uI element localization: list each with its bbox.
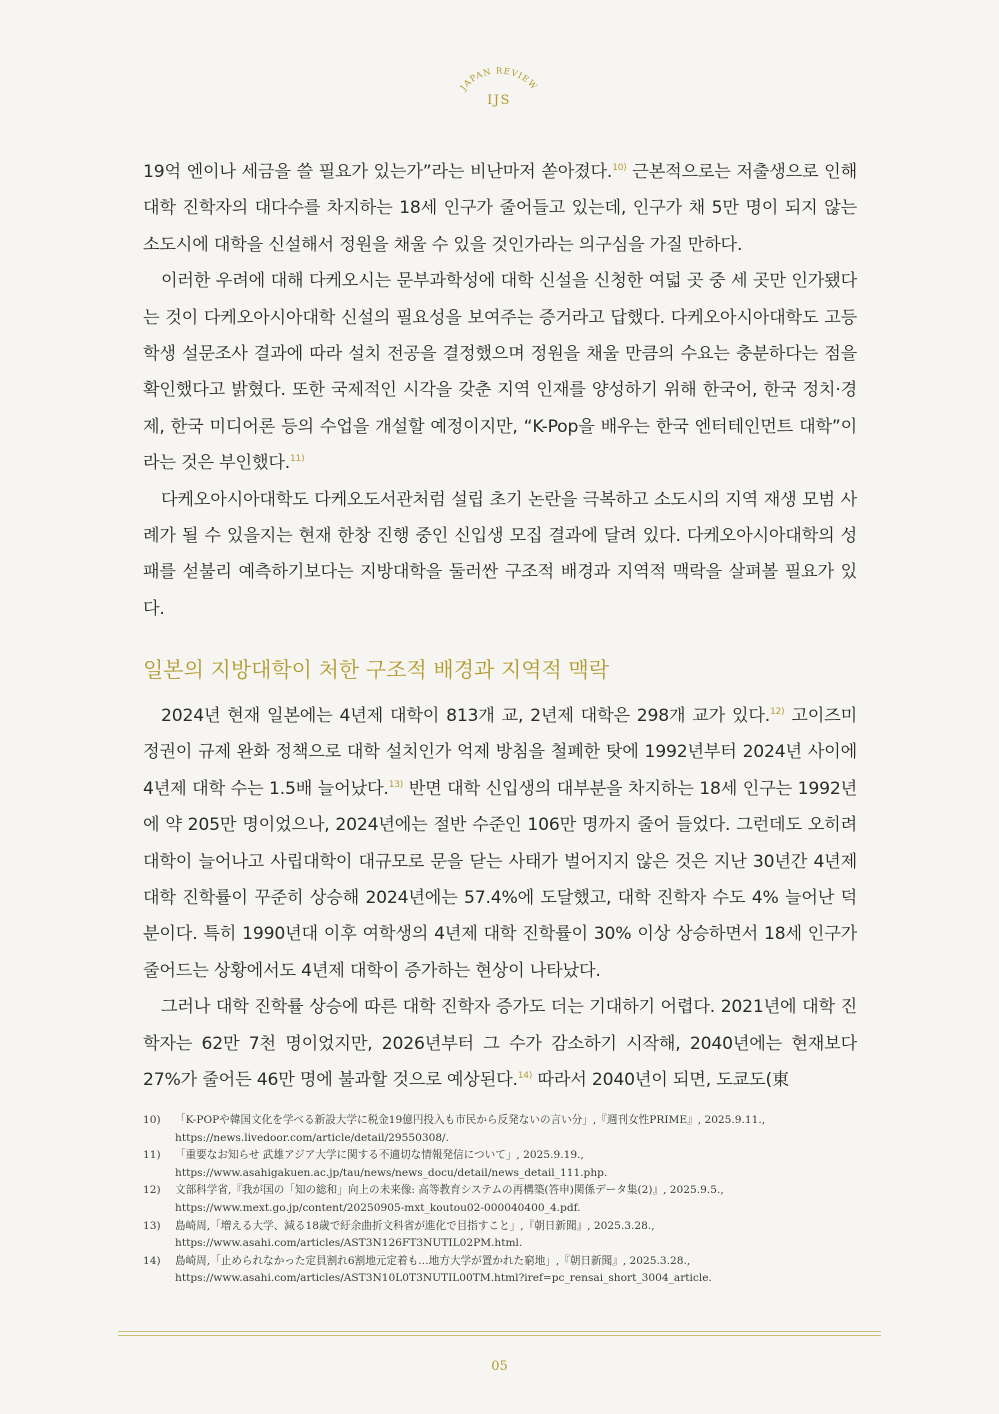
footer-divider: [118, 1335, 881, 1336]
footnote-url[interactable]: https://www.asahi.com/articles/AST3N126FT3NUTIL02PM.html.: [175, 1237, 523, 1250]
section-paragraph-1: [143, 698, 857, 989]
footnote-citation: 「K-POPや韓国文化を学べる新設大学に税金19億円投入も市民から反発ないの言い分」,『週刊女性PRIME』, 2025.9.11.,: [175, 1114, 766, 1126]
footnote-citation: 島崎周,「増える大学、減る18歳で紆余曲折文科省が進化で目指すこと」,『朝日新聞』, 2025.3.28.,: [175, 1219, 655, 1232]
footnote-url[interactable]: https://www.asahi.com/articles/AST3N10L0T3NUTIL00TM.html?iref=pc_rensai_short_3004_article.: [175, 1272, 712, 1285]
footnote-item: [143, 1218, 873, 1253]
footnote-body: [175, 1253, 873, 1288]
footnotes-list: [143, 1112, 873, 1288]
journal-logo: [449, 60, 549, 120]
footnote-body: [175, 1218, 873, 1253]
footnote-citation: 文部科学省,『我が国の「知の総和」向上の未来像: 高等教育システムの再構築(答申)関係データ集(2)』, 2025.9.5.,: [175, 1184, 724, 1197]
footnote-ref-11[interactable]: 11): [290, 454, 305, 465]
footnote-ref-10[interactable]: 10): [612, 163, 627, 173]
footnote-body: [175, 1147, 873, 1182]
footnote-body: [175, 1182, 873, 1217]
paragraph-text: 2024년 현재 일본에는 4년제 대학이 813개 교, 2년제 대학은 298개 교가 있다.: [161, 706, 771, 726]
footnote-ref-14[interactable]: 14): [517, 1071, 533, 1082]
section-paragraph-2: [143, 989, 857, 1098]
footnote-url[interactable]: https://www.asahigakuen.ac.jp/tau/news/news_docu/detail/news_detail_111.php.: [175, 1166, 608, 1179]
footnote-body: [175, 1112, 873, 1147]
body-text-top: [143, 154, 857, 627]
paragraph-text: 다케오아시아대학도 다케오도서관처럼 설립 초기 논란을 극복하고 소도시의 지역 재생 모범 사례가 될 수 있을지는 현재 한창 진행 중인 신입생 모집 결과에 달려 있다. 다케오아시아대학의 성패를 섣불리 예측하기보다는 지방대학을 둘러싼 구조적 배경과 지역적 맥락을 살펴볼 필요가 있다.: [143, 489, 857, 619]
footnote-item: [143, 1112, 873, 1147]
footnote-number: 11): [143, 1149, 161, 1162]
paragraph-3: [143, 482, 857, 628]
footnote-number: 13): [143, 1219, 161, 1232]
paragraph-2: [143, 263, 857, 481]
paragraph-text: 19억 엔이나 세금을 쓸 필요가 있는가”라는 비난마저 쏟아졌다.: [143, 162, 613, 182]
paragraph-text: 따라서 2040년이 되면, 도쿄도(東: [532, 1070, 789, 1091]
footnote-ref-12[interactable]: 12): [770, 707, 785, 717]
footnote-url[interactable]: https://www.mext.go.jp/content/20250905-mxt_koutou02-000040400_4.pdf.: [175, 1201, 581, 1214]
footnote-number: 12): [143, 1184, 161, 1197]
footnote-item: [143, 1253, 873, 1288]
journal-logo-mark: [449, 60, 549, 120]
footnote-citation: 「重要なお知らせ 武雄アジア大学に関する不適切な情報発信について」, 2025.9.19.,: [175, 1149, 584, 1162]
footnote-url[interactable]: https://news.livedoor.com/article/detail/29550308/.: [175, 1131, 449, 1144]
logo-text: IJS: [487, 93, 511, 108]
footnote-item: [143, 1182, 873, 1217]
section-heading: 일본의 지방대학이 처한 구조적 배경과 지역적 맥락: [143, 658, 610, 682]
footnote-ref-13[interactable]: 13): [388, 779, 404, 790]
footnote-citation: 島崎周,「止められなかった定員割れ6割地元定着も…地方大学が置かれた窮地」,『朝日新聞』, 2025.3.28.,: [175, 1254, 691, 1267]
paragraph-text: 고이즈미 정권이 규제 완화 정책으로 대학 설치인가 억제 방침을 철폐한 탓에 1992년부터 2024년 사이에 4년제 대학 수는 1.5배 늘어났다.: [143, 706, 857, 799]
footnote-number: 10): [143, 1114, 161, 1126]
paragraph-text: 근본적으로는 저출생으로 인해 대학 진학자의 대다수를 차지하는 18세 인구가 줄어들고 있는데, 인구가 채 5만 명이 되지 않는 소도시에 대학을 신설해서 정원을 채울 수 있을 것인가라는 의구심을 가질 만하다.: [143, 162, 857, 255]
paragraph-text: 이러한 우려에 대해 다케오시는 문부과학성에 대학 신설을 신청한 여덟 곳 중 세 곳만 인가됐다는 것이 다케오아시아대학 신설의 필요성을 보여주는 증거라고 답했다. 다케오아시아대학도 고등학생 설문조사 결과에 따라 설치 전공을 결정했으며 정원을 채울 만큼의 수요는 충분하다는 점을 확인했다고 밝혔다. 또한 국제적인 시각을 갖춘 지역 인재를 양성하기 위해 한국어, 한국 정치·경제, 한국 미디어론 등의 수업을 개설할 예정이지만, “K-Pop을 배우는 한국 엔터테인먼트 대학”이라는 것은 부인했다.: [143, 271, 857, 474]
journal-name: JAPAN REVIEW: [458, 66, 540, 93]
paragraph-text: 그러나 대학 진학률 상승에 따른 대학 진학자 증가도 더는 기대하기 어렵다. 2021년에 대학 진학자는 62만 7천 명이었지만, 2026년부터 그 수가 감소하기 시작해, 2040년에는 현재보다 27%가 줄어든 46만 명에 불과할 것으로 예상된다.: [143, 997, 857, 1091]
footnote-number: 14): [143, 1254, 161, 1267]
paragraph-1: [143, 154, 857, 263]
footer-divider: [118, 1331, 881, 1332]
footnote-item: [143, 1147, 873, 1182]
page-number: 05: [491, 1359, 508, 1374]
body-text-section: [143, 698, 857, 1098]
paragraph-text: 반면 대학 신입생의 대부분을 차지하는 18세 인구는 1992년에 약 205만 명이었으나, 2024년에는 절반 수준인 106만 명까지 줄어 들었다. 그런데도 오히려 대학이 늘어나고 사립대학이 대규모로 문을 닫는 사태가 벌어지지 않은 것은 지난 30년간 4년제 대학 진학률이 꾸준히 상승해 2024년에는 57.4%에 도달했고, 대학 진학자 수도 4% 늘어난 덕분이다. 특히 1990년대 이후 여학생의 4년제 대학 진학률이 30% 이상 상승하면서 18세 인구가 줄어드는 상황에서도 4년제 대학이 증가하는 현상이 나타났다.: [143, 778, 857, 981]
